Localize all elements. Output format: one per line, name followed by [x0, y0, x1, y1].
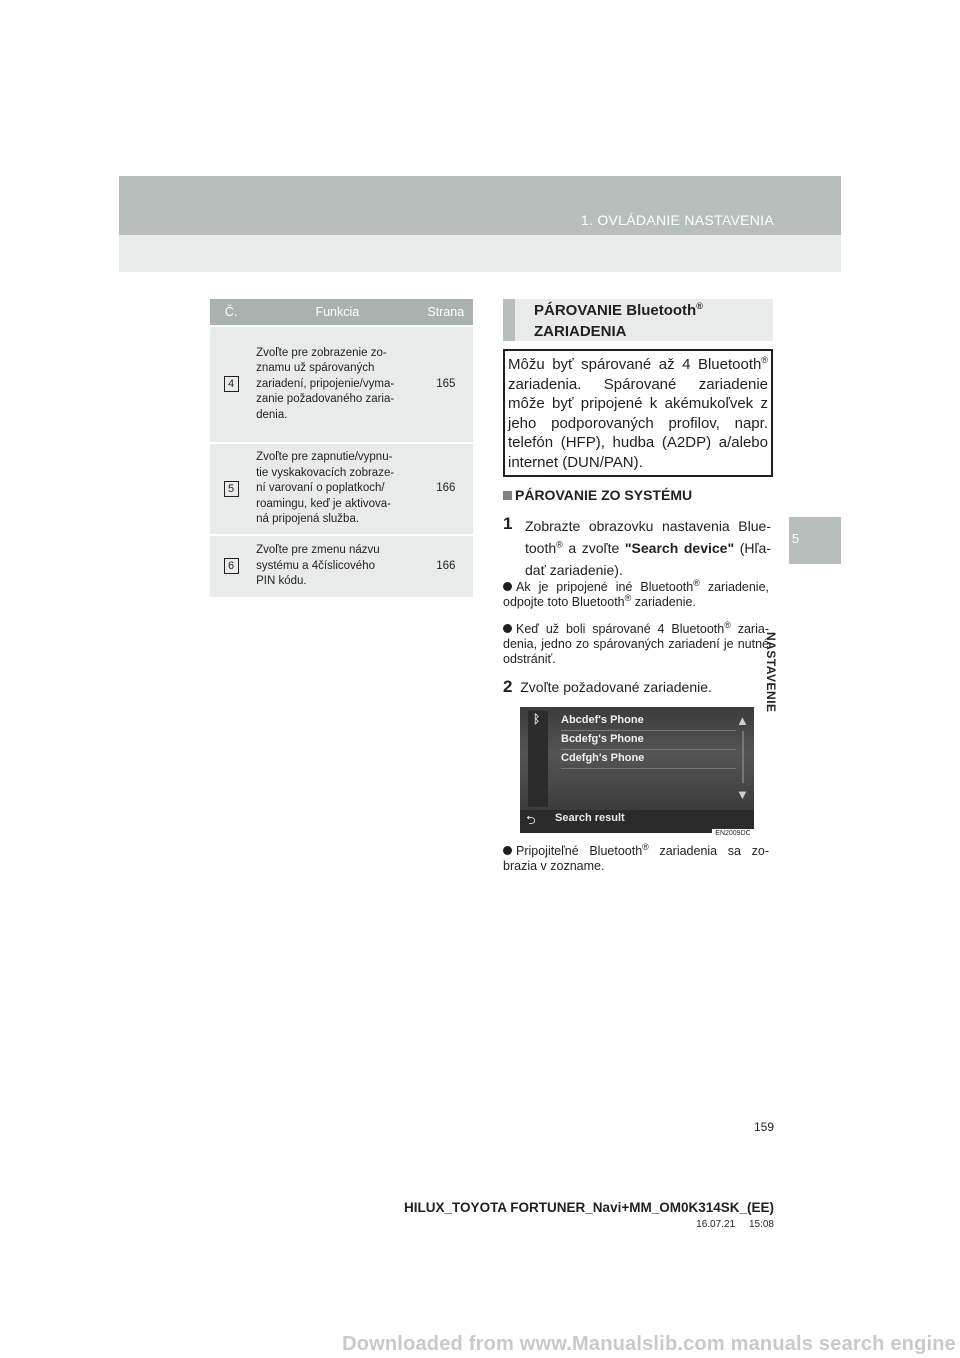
bullet-item: Keď už boli spárované 4 Bluetooth® zaria-denia, jedno zo spárovaných zariadení je nutné odstrániť.	[503, 619, 769, 666]
header-page: Strana	[419, 299, 473, 326]
row-function-text: Zvoľte pre zmenu názvu systému a 4číslicového PIN kódu.	[252, 535, 418, 597]
image-code: EN2009DC	[712, 829, 754, 838]
chapter-label: NASTAVENIE	[764, 632, 778, 713]
phone-list-item[interactable]: Cdefgh's Phone	[561, 749, 736, 769]
info-text: Môžu byť spárované až 4 Bluetooth® zariadenia. Spárované zariadenie môže byť pripojené k akémukoľvek z jeho podporovaných profilov, napr. telefón (HFP), hudba (A2DP) a/alebo internet (DUN/PAN).	[508, 355, 768, 471]
watermark-text: Downloaded from www.Manualslib.com manuals search engine	[342, 1333, 956, 1355]
search-result-label: Search result	[555, 812, 625, 824]
square-bullet-icon	[503, 491, 512, 500]
row-page-ref: 166	[419, 535, 473, 597]
row-page-ref: 166	[419, 443, 473, 535]
step-text: Zvoľte požadované zariadenie.	[520, 679, 712, 695]
print-date: 16.07.21 15:08	[696, 1219, 774, 1230]
scroll-down-icon[interactable]: ▼	[736, 787, 749, 802]
row-number-box: 6	[224, 558, 239, 574]
bullet-icon	[503, 624, 512, 633]
table-row	[210, 443, 473, 535]
phone-list-item[interactable]: Bcdefg's Phone	[561, 730, 736, 750]
step-number: 1	[503, 514, 513, 533]
page-number: 159	[753, 1120, 774, 1134]
device-screenshot	[520, 707, 754, 837]
row-number-box: 5	[224, 481, 239, 497]
section-heading: PÁROVANIE Bluetooth® ZARIADENIA	[534, 301, 703, 340]
step-2	[503, 677, 712, 697]
section-title: 1. OVLÁDANIE NASTAVENIA	[580, 212, 774, 228]
document-title: HILUX_TOYOTA FORTUNER_Navi+MM_OM0K314SK_(EE)	[404, 1200, 774, 1215]
scrollbar[interactable]	[742, 731, 744, 783]
back-icon[interactable]: ⮌	[526, 813, 536, 827]
table-row	[210, 535, 473, 597]
bullet-item: Pripojiteľné Bluetooth® zariadenia sa zo-brazia v zozname.	[503, 841, 769, 873]
chapter-number: 5	[792, 531, 800, 546]
function-table	[210, 299, 473, 597]
bullet-icon	[503, 846, 512, 855]
subheading: PÁROVANIE ZO SYSTÉMU	[503, 487, 692, 503]
phone-list-item[interactable]: Abcdef's Phone	[561, 711, 736, 731]
scroll-up-icon[interactable]: ▲	[736, 713, 749, 728]
row-function-text: Zvoľte pre zobrazenie zo- znamu už spárovaných zariadení, pripojenie/vyma- zanie požadovaného zaria- denia.	[252, 326, 418, 443]
bluetooth-icon: ᛒ	[533, 712, 541, 726]
header-function: Funkcia	[252, 299, 418, 326]
header-no: Č.	[210, 299, 252, 326]
row-page-ref: 165	[419, 326, 473, 443]
step-1	[503, 515, 771, 581]
row-number-box: 4	[224, 376, 239, 392]
bullet-icon	[503, 582, 512, 591]
section-heading-bar	[503, 299, 515, 341]
bullet-item: Ak je pripojené iné Bluetooth® zariadenie, odpojte toto Bluetooth® zariadenie.	[503, 577, 770, 609]
table-header-row	[210, 299, 473, 326]
step-text: Zobrazte obrazovku nastavenia Blue-tooth® a zvoľte "Search device" (Hľa-dať zariadenie).	[525, 518, 771, 578]
step-number: 2	[503, 677, 513, 696]
row-function-text: Zvoľte pre zapnutie/vypnu- tie vyskakovacích zobraze- ní varovaní o poplatkoch/ roamingu, keď je aktivova- ná pripojená služba.	[252, 443, 418, 535]
table-row	[210, 326, 473, 443]
